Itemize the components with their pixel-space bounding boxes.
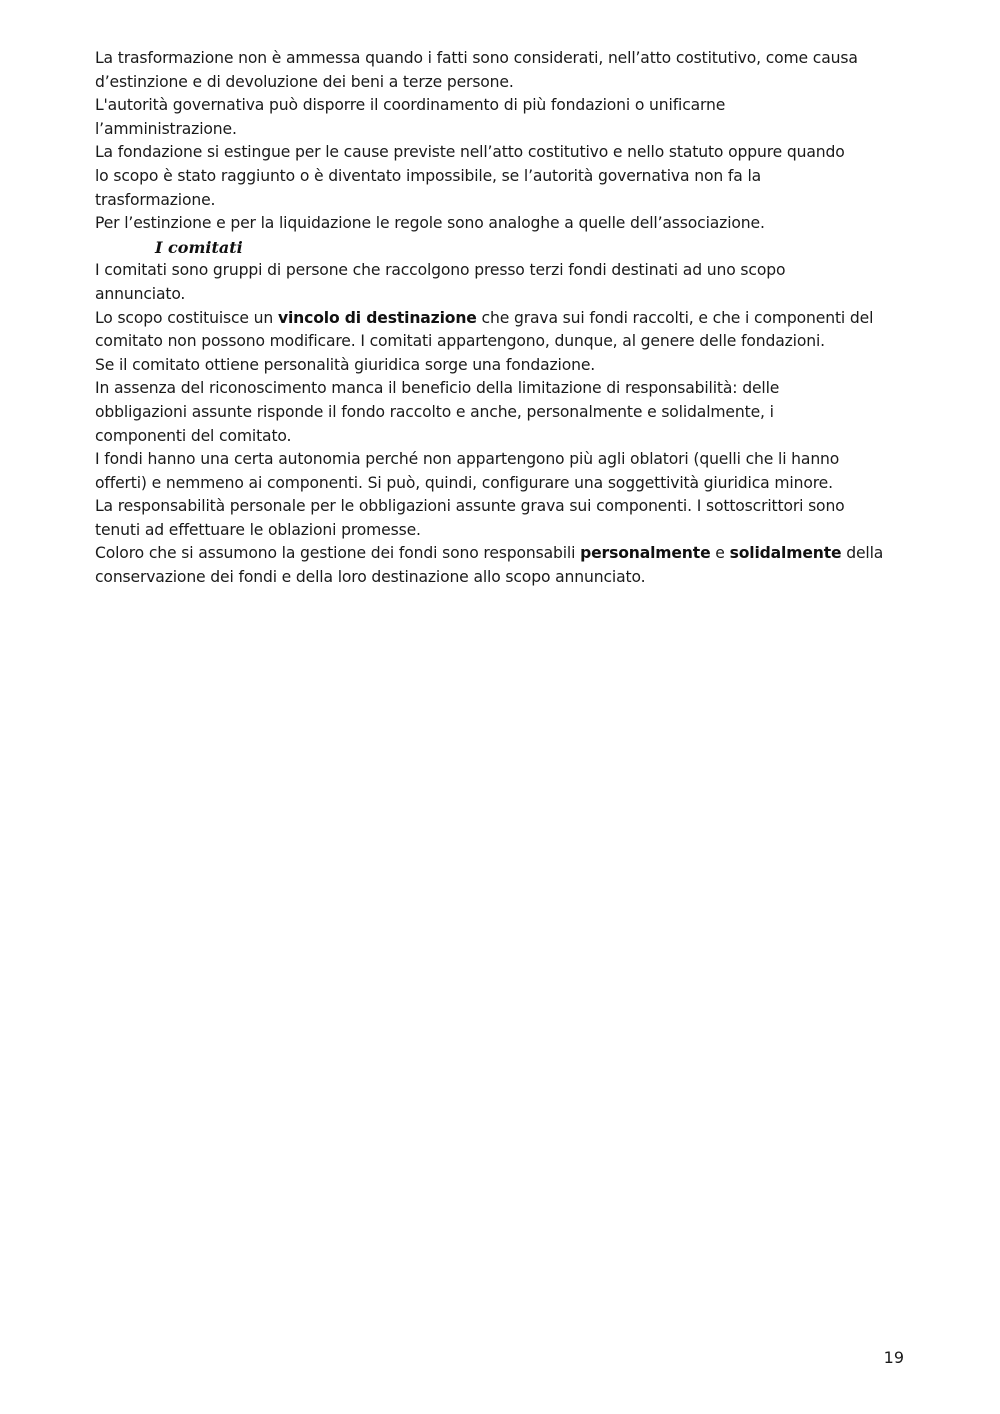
text-span: Lo scopo costituisce un bbox=[95, 308, 278, 327]
text-line: Se il comitato ottiene personalità giuridica sorge una fondazione. bbox=[95, 355, 596, 374]
text-span: e bbox=[710, 544, 730, 563]
text-line: La trasformazione non è ammessa quando i fatti sono considerati, nell’atto costitutivo, come causa bbox=[95, 49, 858, 67]
text-line: tenuti ad effettuare le oblazioni promesse. bbox=[95, 520, 421, 539]
text-line: lo scopo è stato raggiunto o è diventato impossibile, se l’autorità governativa non fa la bbox=[95, 166, 762, 185]
text-span: che grava sui fondi raccolti, e che i componenti del bbox=[476, 308, 874, 327]
text-line: obbligazioni assunte risponde il fondo raccolto e anche, personalmente e solidalmente, i bbox=[95, 402, 774, 421]
text-line: L'autorità governativa può disporre il coordinamento di più fondazioni o unificarne bbox=[95, 96, 726, 115]
text-line-vincolo bbox=[95, 307, 910, 331]
text-line: componenti del comitato. bbox=[95, 426, 292, 445]
bold-term-vincolo: vincolo di destinazione bbox=[277, 308, 477, 327]
text-line: In assenza del riconoscimento manca il beneficio della limitazione di responsabilità: delle bbox=[95, 379, 780, 398]
text-line: I comitati sono gruppi di persone che raccolgono presso terzi fondi destinati ad uno scopo bbox=[95, 261, 786, 280]
text-span: Coloro che si assumono la gestione dei fondi sono responsabili bbox=[95, 544, 581, 563]
text-line: I fondi hanno una certa autonomia perché non appartengono più agli oblatori (quelli che li hanno bbox=[95, 450, 840, 469]
text-line: conservazione dei fondi e della loro destinazione allo scopo annunciato. bbox=[95, 568, 646, 587]
section-heading: I comitati bbox=[155, 237, 243, 257]
page-body bbox=[95, 47, 910, 590]
text-line: offerti) e nemmeno ai componenti. Si può, quindi, configurare una soggettività giuridica minore. bbox=[95, 473, 833, 492]
text-span: della bbox=[841, 544, 884, 563]
text-line: La responsabilità personale per le obbligazioni assunte grava sui componenti. I sottoscrittori sono bbox=[95, 497, 845, 516]
text-line: d’estinzione e di devoluzione dei beni a terze persone. bbox=[95, 72, 514, 91]
text-line: comitato non possono modificare. I comitati appartengono, dunque, al genere delle fondazioni. bbox=[95, 332, 825, 351]
text-line: annunciato. bbox=[95, 284, 186, 303]
text-line-coloro bbox=[95, 542, 910, 566]
text-line: Per l’estinzione e per la liquidazione le regole sono analoghe a quelle dell’associazione. bbox=[95, 214, 765, 233]
text-line: La fondazione si estingue per le cause previste nell’atto costitutivo e nello statuto oppure quando bbox=[95, 143, 845, 162]
text-line: trasformazione. bbox=[95, 190, 216, 209]
bold-term-personalmente: personalmente bbox=[580, 544, 711, 563]
text-line: l’amministrazione. bbox=[95, 119, 237, 138]
page-number: 19 bbox=[883, 1348, 904, 1367]
bold-term-solidalmente: solidalmente bbox=[729, 544, 842, 563]
